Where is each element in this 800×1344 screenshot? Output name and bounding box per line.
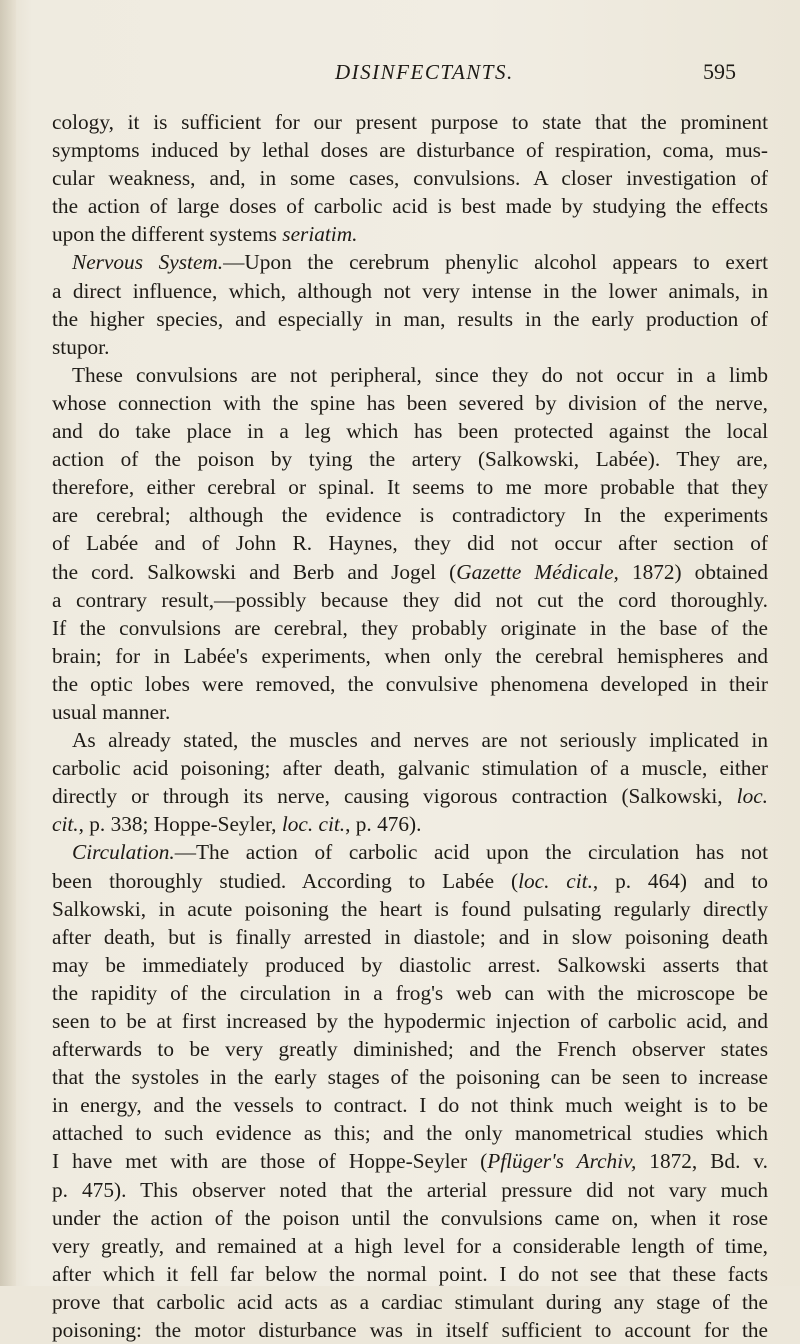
- text-line: cology, it is sufficient for our present purpose to state that the prominent: [52, 110, 768, 134]
- text-line: the action of large doses of carbolic acid is best made by studying the effects: [52, 194, 768, 219]
- text-line: Circulation.—The action of carbolic acid upon the circulation has not: [72, 840, 768, 865]
- text-line: usual manner.: [52, 699, 171, 724]
- text-line: seen to be at first increased by the hypodermic injection of carbolic acid, and: [52, 1009, 768, 1033]
- text-line: a direct influence, which, although not very intense in the lower animals, in: [52, 278, 768, 303]
- page-number: 595: [703, 59, 736, 84]
- text-line: the optic lobes were removed, the convulsive phenomena developed in their: [52, 671, 768, 696]
- text-line: stupor.: [52, 334, 110, 359]
- text-line: cular weakness, and, in some cases, convulsions. A closer investigation of: [52, 166, 768, 191]
- text-line: upon the different systems seriatim.: [52, 222, 358, 247]
- text-line: poisoning: the motor disturbance was in itself sufficient to account for the: [52, 1318, 768, 1343]
- text-line: brain; for in Labée's experiments, when only the cerebral hemispheres and: [52, 643, 768, 668]
- text-line: directly or through its nerve, causing vigorous contraction (Salkowski, loc.: [52, 784, 768, 809]
- text-line: under the action of the poison until the convulsions came on, when it rose: [52, 1205, 768, 1230]
- text-line: that the systoles in the early stages of the poisoning can be seen to increase: [52, 1065, 768, 1090]
- text-line: carbolic acid poisoning; after death, galvanic stimulation of a muscle, either: [52, 756, 768, 781]
- text-line: attached to such evidence as this; and the only manometrical studies which: [52, 1121, 768, 1146]
- text-line: action of the poison by tying the artery (Salkowski, Labée). They are,: [52, 447, 768, 472]
- text-line: are cerebral; although the evidence is contradictory In the experiments: [52, 503, 768, 528]
- text-line: Salkowski, in acute poisoning the heart is found pulsating regularly directly: [52, 896, 768, 921]
- text-line: whose connection with the spine has been severed by division of the nerve,: [52, 390, 768, 415]
- text-line: the higher species, and especially in man, results in the early production of: [52, 306, 768, 331]
- running-head: DISINFECTANTS.: [335, 60, 514, 84]
- text-line: after which it fell far below the normal point. I do not see that these facts: [52, 1261, 768, 1286]
- text-line: therefore, either cerebral or spinal. It seems to me more probable that they: [52, 475, 768, 500]
- text-line: been thoroughly studied. According to Labée (loc. cit., p. 464) and to: [52, 868, 769, 893]
- text-line: very greatly, and remained at a high level for a considerable length of time,: [52, 1233, 768, 1258]
- text-line: p. 475). This observer noted that the arterial pressure did not vary much: [52, 1177, 768, 1202]
- page-gutter: [0, 0, 16, 1286]
- text-line: after death, but is finally arrested in diastole; and in slow poisoning death: [52, 924, 768, 949]
- text-line: the cord. Salkowski and Berb and Jogel (Gazette Médicale, 1872) obtained: [52, 559, 769, 584]
- text-line: in energy, and the vessels to contract. I do not think much weight is to be: [52, 1093, 768, 1118]
- text-line: These convulsions are not peripheral, since they do not occur in a limb: [72, 362, 768, 387]
- text-line: cit., p. 338; Hoppe-Seyler, loc. cit., p. 476).: [52, 812, 422, 837]
- text-line: may be immediately produced by diastolic arrest. Salkowski asserts that: [52, 952, 768, 977]
- text-line: and do take place in a leg which has been protected against the local: [52, 419, 768, 444]
- text-line: Nervous System.—Upon the cerebrum phenylic alcohol appears to exert: [72, 250, 768, 275]
- body-text: [52, 108, 768, 1344]
- text-line: prove that carbolic acid acts as a cardiac stimulant during any stage of the: [52, 1289, 768, 1314]
- text-line: I have met with are those of Hoppe-Seyler (Pflüger's Archiv, 1872, Bd. v.: [52, 1149, 769, 1174]
- text-line: afterwards to be very greatly diminished; and the French observer states: [52, 1037, 768, 1062]
- text-line: symptoms induced by lethal doses are disturbance of respiration, coma, mus-: [52, 138, 768, 163]
- text-line: a contrary result,—possibly because they did not cut the cord thoroughly.: [52, 587, 768, 612]
- text-line: of Labée and of John R. Haynes, they did not occur after section of: [52, 531, 768, 556]
- text-line: If the convulsions are cerebral, they probably originate in the base of the: [52, 615, 768, 640]
- text-line: As already stated, the muscles and nerves are not seriously implicated in: [72, 728, 768, 753]
- text-line: the rapidity of the circulation in a frog's web can with the microscope be: [52, 980, 768, 1005]
